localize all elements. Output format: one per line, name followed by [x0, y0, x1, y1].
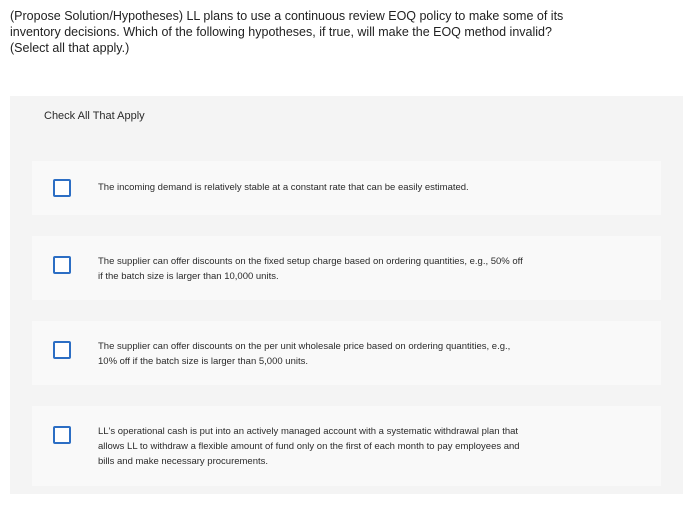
question-text: (Propose Solution/Hypotheses) LL plans to use a continuous review EOQ policy to make some of its inventory decisions. Which of the following hypotheses, if true, will make the EOQ method invalid? (Select all that apply.) — [10, 9, 564, 55]
option-label-1: The incoming demand is relatively stable at a constant rate that can be easily estimated. — [98, 182, 469, 193]
option-checkbox-4[interactable] — [53, 426, 71, 444]
option-label-2: The supplier can offer discounts on the fixed setup charge based on ordering quantities, e.g., 50% off if the batch size is larger than 10,000 units. — [98, 256, 523, 282]
option-row-3[interactable] — [32, 321, 661, 385]
option-checkbox-2[interactable] — [53, 256, 71, 274]
option-label-4: LL's operational cash is put into an actively managed account with a systematic withdrawal plan that allows LL to withdraw a flexible amount of fund only on the first of each month to pay employees and bills and make necessary procurements. — [98, 426, 520, 467]
answer-panel — [10, 96, 683, 494]
option-row-1[interactable] — [32, 161, 661, 215]
option-label-3: The supplier can offer discounts on the per unit wholesale price based on ordering quantities, e.g., 10% off if the batch size is larger than 5,000 units. — [98, 341, 511, 367]
option-checkbox-3[interactable] — [53, 341, 71, 359]
option-checkbox-1[interactable] — [53, 179, 71, 197]
option-row-2[interactable] — [32, 236, 661, 300]
panel-header: Check All That Apply — [44, 110, 145, 122]
option-row-4[interactable] — [32, 406, 661, 486]
